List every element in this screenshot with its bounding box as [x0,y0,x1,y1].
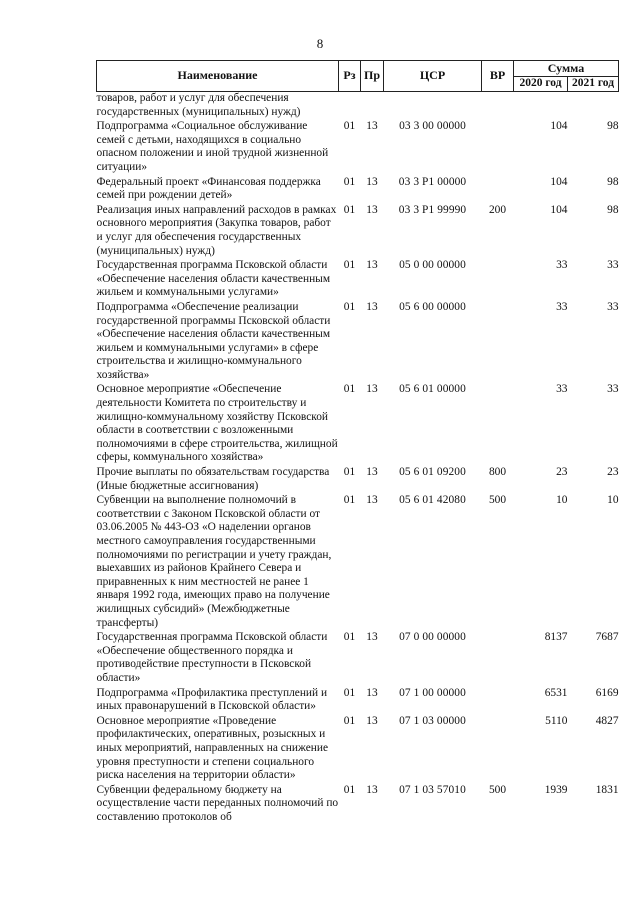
row-csr: 05 6 01 09200 [399,466,466,479]
row-sum-2020: 8137 [544,631,568,644]
row-sum-2021: 98 [607,203,619,216]
row-pr: 13 [366,466,378,479]
row-rz: 01 [343,175,356,188]
header-year-2021: 2021 год [568,77,619,92]
row-vr [482,301,514,384]
row-pr: 13 [366,714,378,727]
row-csr: 07 0 00 00000 [399,631,466,644]
table-row [97,176,619,204]
table-body [97,92,619,826]
row-vr: 500 [488,783,507,796]
header-vr: ВР [482,61,514,92]
row-name: Федеральный проект «Финансовая поддержка семей при рождении детей» [96,175,321,202]
row-sum-2020: 104 [550,203,568,216]
row-pr: 13 [366,494,378,507]
row-vr [482,383,514,466]
table-row [97,631,619,686]
table-row [97,204,619,259]
row-name: Подпрограмма «Обеспечение реализации государственной программы Псковской области «Обеспечение населения области качественным жильем и коммунальными услугами» в сфере строительства и жилищно-коммунального хозяйства» [96,300,331,381]
table-row [97,494,619,631]
row-name: Прочие выплаты по обязательствам государства (Иные бюджетные ассигнования) [96,466,330,492]
row-pr: 13 [366,300,378,313]
row-sum-2020: 5110 [545,714,568,727]
row-sum-2021: 10 [607,494,619,507]
row-csr: 07 1 03 00000 [399,714,466,727]
row-csr: 05 6 01 42080 [399,494,466,507]
row-sum-2021: 98 [607,175,619,188]
table-row [97,120,619,175]
row-name: Основное мероприятие «Проведение профилактических, оперативных, розыскных и иных мероприятий, направленных на снижение уровня преступности и степени социального риска населения на территории области» [96,714,329,782]
row-sum-2020: 33 [556,259,568,272]
header-sum: Сумма [514,61,619,77]
row-vr [482,176,514,204]
row-rz: 01 [343,466,356,479]
page-number: 8 [316,36,324,51]
row-rz: 01 [343,494,356,507]
row-pr [361,92,384,121]
row-csr: 03 3 P1 00000 [398,175,467,188]
row-csr: 05 6 01 00000 [399,383,466,396]
table-row [97,301,619,384]
row-sum-2021 [568,92,619,121]
row-sum-2021: 23 [607,466,619,479]
row-name: Государственная программа Псковской области «Обеспечение населения области качественным жильем и коммунальными услугами» [96,259,331,299]
row-sum-2021: 98 [607,120,619,133]
row-csr: 03 3 00 00000 [399,120,466,133]
row-sum-2020: 23 [556,466,568,479]
header-pr: Пр [361,61,384,92]
row-vr [482,715,514,784]
row-name: Государственная программа Псковской области «Обеспечение общественного порядка и противодействие преступности в Псковской области» [96,631,328,684]
row-csr: 07 1 03 57010 [399,783,466,796]
row-vr: 800 [488,466,507,479]
row-rz: 01 [343,300,356,313]
row-vr: 500 [488,494,507,507]
table-row [97,259,619,301]
row-sum-2021: 1831 [595,783,619,796]
row-sum-2020: 33 [556,383,568,396]
row-sum-2020: 1939 [544,783,568,796]
header-csr: ЦСР [384,61,482,92]
row-vr [482,120,514,175]
row-vr: 200 [488,203,507,216]
row-sum-2021: 6169 [595,686,619,699]
row-csr: 07 1 00 00000 [399,686,466,699]
row-pr: 13 [366,203,378,216]
row-csr: 03 3 P1 99990 [398,203,467,216]
header-name: Наименование [97,61,339,92]
row-name: Основное мероприятие «Обеспечение деятельности Комитета по строительству и жилищно-коммунальному хозяйству Псковской области в соответствии с возложенными полномочиями в сфере строительства, жилищной сферы, коммунального хозяйства» [96,383,338,464]
row-sum-2021: 4827 [595,714,619,727]
row-sum-2021: 33 [607,383,619,396]
row-pr: 13 [366,783,378,796]
row-rz: 01 [343,783,356,796]
row-vr [482,687,514,715]
row-rz: 01 [343,686,356,699]
row-sum-2020: 104 [550,175,568,188]
row-name: товаров, работ и услуг для обеспечения государственных (муниципальных) нужд) [96,92,301,118]
row-pr: 13 [366,120,378,133]
row-name: Субвенции федеральному бюджету на осуществление части переданных полномочий по составлению протоколов об [96,783,339,823]
row-vr [482,92,514,121]
row-rz: 01 [343,120,356,133]
row-sum-2020: 104 [550,120,568,133]
row-sum-2020: 6531 [544,686,568,699]
row-pr: 13 [366,259,378,272]
table-row [97,466,619,494]
row-rz: 01 [343,383,356,396]
row-pr: 13 [366,631,378,644]
row-sum-2021: 33 [607,300,619,313]
row-vr [482,631,514,686]
table-row [97,715,619,784]
row-rz: 01 [343,203,356,216]
row-name: Реализация иных направлений расходов в рамках основного мероприятия (Закупка товаров, работ и услуг для обеспечения государственных (муниципальных) нужд) [96,203,337,257]
table-row [97,383,619,466]
table-row [97,687,619,715]
row-rz: 01 [343,631,356,644]
row-rz: 01 [343,259,356,272]
row-rz: 01 [343,714,356,727]
row-sum-2021: 7687 [595,631,619,644]
row-sum-2020: 33 [556,300,568,313]
row-name: Подпрограмма «Социальное обслуживание семей с детьми, находящихся в социально опасном положении и иной трудной жизненной ситуации» [96,120,329,173]
row-csr: 05 0 00 00000 [399,259,466,272]
row-csr: 05 6 00 00000 [399,300,466,313]
row-csr [384,92,482,121]
table-row [97,784,619,826]
row-sum-2020: 10 [556,494,568,507]
row-name: Субвенции на выполнение полномочий в соответствии с Законом Псковской области от 03.06.2005 № 443-ОЗ «О наделении органов местного самоуправления государственными полномочиями по регистрации и учету граждан, выехавших из районов Крайнего Севера и приравненных к ним местностей не ранее 1 января 1992 года, имеющих право на получение жилищных субсидий» (Межбюджетные трансферты) [96,494,332,629]
row-pr: 13 [366,686,378,699]
budget-table [96,60,619,825]
header-rz: Рз [339,61,361,92]
row-sum-2020 [514,92,568,121]
row-rz [339,92,361,121]
table-row [97,92,619,121]
row-name: Подпрограмма «Профилактика преступлений и иных правонарушений в Псковской области» [96,686,328,713]
row-sum-2021: 33 [607,259,619,272]
header-year-2020: 2020 год [514,77,568,92]
row-pr: 13 [366,175,378,188]
row-vr [482,259,514,301]
row-pr: 13 [366,383,378,396]
